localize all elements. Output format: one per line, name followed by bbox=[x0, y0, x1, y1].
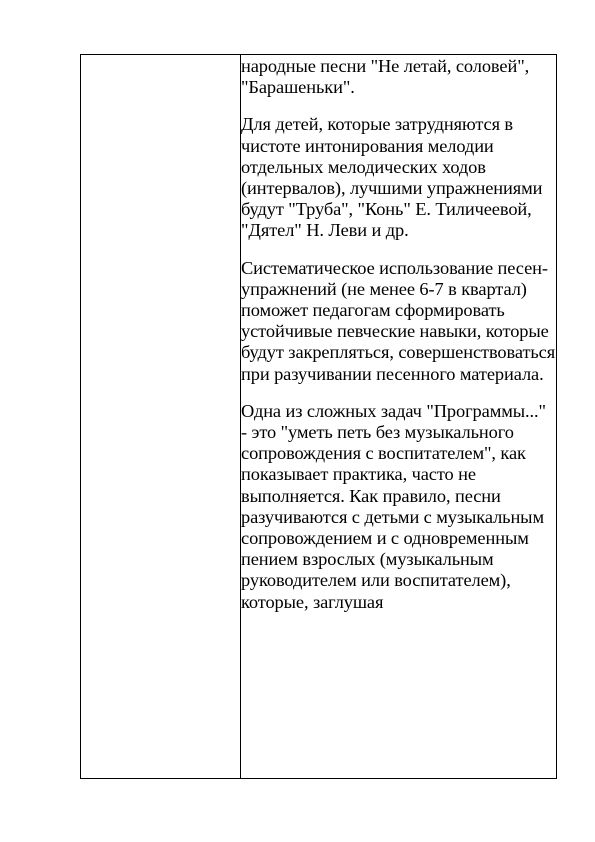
content-table bbox=[80, 54, 557, 779]
table-row bbox=[81, 55, 557, 779]
paragraph-systematic-use: Систематическое использование песен-упражнений (не менее 6-7 в квартал) поможет педагогам сформировать устойчивые певческие навыки, которые будут закрепляться, совершенствоваться при разучивании песенного материала. bbox=[241, 257, 556, 384]
paragraph-intonation-exercises: Для детей, которые затрудняются в чистоте интонирования мелодии отдельных мелодических ходов (интервалов), лучшими упражнениями будут "Труба", "Конь" Е. Тиличеевой, "Дятел" Н. Леви и др. bbox=[241, 114, 543, 241]
left-empty-cell bbox=[81, 55, 241, 779]
paragraph-singing-without-accompaniment: Одна из сложных задач "Программы..." - это "уметь петь без музыкального сопровождения с воспитателем", как показывает практика, часто не выполняется. Как правило, песни разучиваются с детьми с музыкальным сопровождением и с одновременным пением взрослых (музыкальным руководителем или воспитателем), которые, заглушая bbox=[241, 400, 546, 612]
text-cell bbox=[241, 55, 557, 779]
paragraph-folk-songs: народные песни "Не летай, соловей", "Барашеньки". bbox=[241, 56, 530, 98]
